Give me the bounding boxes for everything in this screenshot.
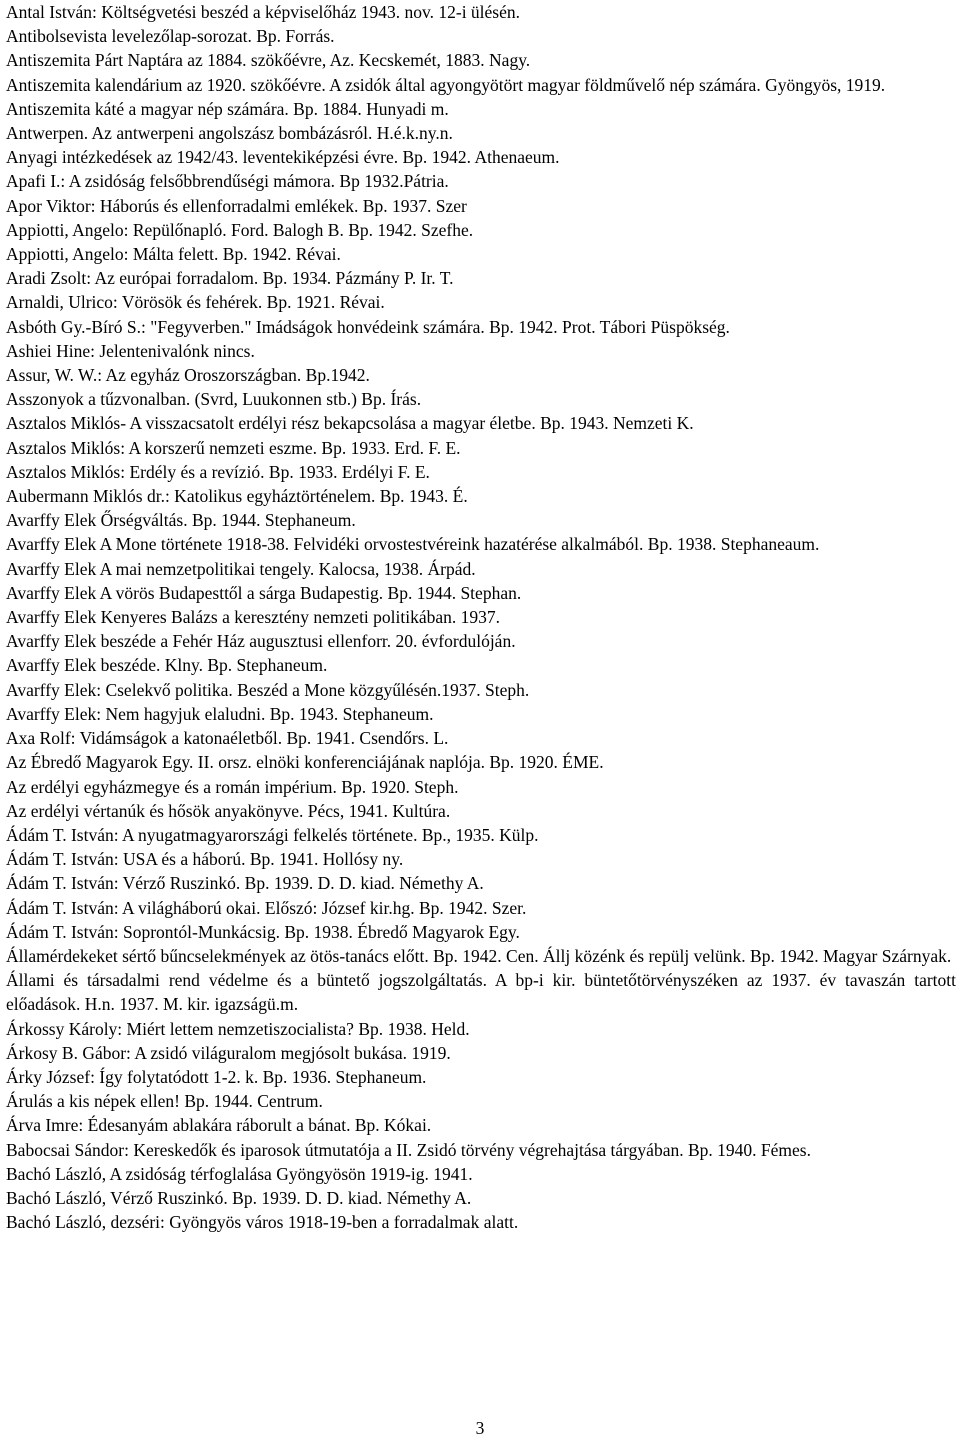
bibliography-entry: Apafi I.: A zsidóság felsőbbrendűségi mámora. Bp 1932.Pátria.	[6, 171, 449, 192]
bibliography-entry: Az Ébredő Magyarok Egy. II. orsz. elnöki konferenciájának naplója. Bp. 1920. ÉME.	[6, 752, 604, 773]
bibliography-entry: Axa Rolf: Vidámságok a katonaéletből. Bp. 1941. Csendőrs. L.	[6, 728, 449, 749]
bibliography-entry: Asztalos Miklós: Erdély és a revízió. Bp. 1933. Erdélyi F. E.	[6, 461, 430, 482]
bibliography-entry: Arnaldi, Ulrico: Vörösök és fehérek. Bp. 1921. Révai.	[6, 292, 385, 313]
bibliography-entry: Asszonyok a tűzvonalban. (Svrd, Luukonnen stb.) Bp. Írás.	[6, 389, 422, 410]
bibliography-entry: Avarffy Elek A Mone története 1918-38. Felvidéki orvostestvéreink hazatérése alkalmából. Bp. 1938. Stephaneaum.	[6, 534, 820, 555]
bibliography-entry: Asbóth Gy.-Bíró S.: "Fegyverben." Imádságok honvédeink számára. Bp. 1942. Prot. Tábori Püspökség.	[6, 316, 730, 337]
bibliography-entry: Államérdekeket sértő bűncselekmények az ötös-tanács előtt. Bp. 1942. Cen. Állj közénk és repülj velünk. Bp. 1942. Magyar Szárnyak.	[6, 945, 952, 966]
bibliography-entry: Bachó László, Vérző Ruszinkó. Bp. 1939. D. D. kiad. Némethy A.	[6, 1187, 472, 1208]
bibliography-entry: Avarffy Elek A mai nemzetpolitikai tengely. Kalocsa, 1938. Árpád.	[6, 558, 476, 579]
bibliography-entry: Árkosy B. Gábor: A zsidó világuralom megjósolt bukása. 1919.	[6, 1042, 451, 1063]
bibliography-entry: Bachó László, A zsidóság térfoglalása Gyöngyösön 1919-ig. 1941.	[6, 1163, 473, 1184]
bibliography-entry: Avarffy Elek beszéde. Klny. Bp. Stephaneum.	[6, 655, 328, 676]
bibliography-entry: Avarffy Elek Kenyeres Balázs a keresztény nemzeti politikában. 1937.	[6, 607, 501, 628]
bibliography-entry: Avarffy Elek: Cselekvő politika. Beszéd a Mone közgyűlésén.1937. Steph.	[6, 679, 530, 700]
bibliography-entry: Anyagi intézkedések az 1942/43. leventekiképzési évre. Bp. 1942. Athenaeum.	[6, 147, 560, 168]
bibliography-entry: Apor Viktor: Háborús és ellenforradalmi emlékek. Bp. 1937. Szer	[6, 195, 467, 216]
bibliography-entry: Árky József: Így folytatódott 1-2. k. Bp. 1936. Stephaneum.	[6, 1066, 427, 1087]
bibliography-entry: Antwerpen. Az antwerpeni angolszász bombázásról. H.é.k.ny.n.	[6, 123, 453, 144]
bibliography-entry: Ádám T. István: A világháború okai. Előszó: József kir.hg. Bp. 1942. Szer.	[6, 897, 527, 918]
bibliography-entry: Avarffy Elek: Nem hagyjuk elaludni. Bp. 1943. Stephaneum.	[6, 703, 434, 724]
bibliography-entry: Assur, W. W.: Az egyház Oroszországban. Bp.1942.	[6, 365, 370, 386]
bibliography-entry: Antiszemita kalendárium az 1920. szökőévre. A zsidók által agyongyötört magyar földművelő nép számára. Gyöngyös, 1919.	[6, 74, 886, 95]
bibliography-entry: Babocsai Sándor: Kereskedők és iparosok útmutatója a II. Zsidó törvény végrehajtása tárgyában. Bp. 1940. Fémes.	[6, 1139, 811, 1160]
bibliography-entry: Antal István: Költségvetési beszéd a képviselőház 1943. nov. 12-i ülésén.	[6, 2, 521, 22]
bibliography-entry: Asztalos Miklós- A visszacsatolt erdélyi rész bekapcsolása a magyar életbe. Bp. 1943. Nemzeti K.	[6, 413, 694, 434]
bibliography-entry: Állami és társadalmi rend védelme és a büntető jogszolgáltatás. A bp-i kir. büntetőtörvényszéken az 1937. év tavaszán tartott előadások. H.n. 1937. M. kir. igazságü.m.	[6, 970, 956, 1015]
bibliography-entry: Árkossy Károly: Miért lettem nemzetiszocialista? Bp. 1938. Held.	[6, 1018, 470, 1039]
bibliography-entry: Bachó László, dezséri: Gyöngyös város 1918-19-ben a forradalmak alatt.	[6, 1212, 519, 1233]
bibliography-entry: Aubermann Miklós dr.: Katolikus egyháztörténelem. Bp. 1943. É.	[6, 486, 468, 507]
bibliography-entry: Asztalos Miklós: A korszerű nemzeti eszme. Bp. 1933. Erd. F. E.	[6, 437, 461, 458]
bibliography-entry: Antiszemita Párt Naptára az 1884. szökőévre, Az. Kecskemét, 1883. Nagy.	[6, 50, 531, 71]
page-number: 3	[475, 1418, 485, 1438]
bibliography-entry: Appiotti, Angelo: Málta felett. Bp. 1942. Révai.	[6, 244, 341, 265]
bibliography-entry: Avarffy Elek Őrségváltás. Bp. 1944. Stephaneum.	[6, 510, 356, 531]
bibliography-entry: Appiotti, Angelo: Repülőnapló. Ford. Balogh B. Bp. 1942. Szefhe.	[6, 219, 474, 240]
bibliography-entry: Avarffy Elek A vörös Budapesttől a sárga Budapestig. Bp. 1944. Stephan.	[6, 582, 522, 603]
bibliography-entry: Árulás a kis népek ellen! Bp. 1944. Centrum.	[6, 1091, 323, 1112]
bibliography-entry: Antiszemita káté a magyar nép számára. Bp. 1884. Hunyadi m.	[6, 98, 449, 119]
bibliography-entry: Az erdélyi egyházmegye és a román impérium. Bp. 1920. Steph.	[6, 776, 459, 797]
bibliography-entry: Ádám T. István: A nyugatmagyarországi felkelés története. Bp., 1935. Külp.	[6, 824, 539, 845]
bibliography-entry: Aradi Zsolt: Az európai forradalom. Bp. 1934. Pázmány P. Ir. T.	[6, 268, 454, 289]
bibliography-entry: Ashiei Hine: Jelentenivalónk nincs.	[6, 340, 255, 361]
bibliography-entry: Ádám T. István: Vérző Ruszinkó. Bp. 1939. D. D. kiad. Némethy A.	[6, 873, 484, 894]
bibliography-entry: Ádám T. István: Soprontól-Munkácsig. Bp. 1938. Ébredő Magyarok Egy.	[6, 921, 520, 942]
bibliography-list	[6, 0, 956, 1234]
bibliography-entry: Árva Imre: Édesanyám ablakára ráborult a bánat. Bp. Kókai.	[6, 1115, 432, 1136]
bibliography-entry: Az erdélyi vértanúk és hősök anyakönyve. Pécs, 1941. Kultúra.	[6, 800, 451, 821]
bibliography-entry: Ádám T. István: USA és a háború. Bp. 1941. Hollósy ny.	[6, 849, 404, 870]
bibliography-entry: Avarffy Elek beszéde a Fehér Ház augusztusi ellenforr. 20. évfordulóján.	[6, 631, 516, 652]
bibliography-entry: Antibolsevista levelezőlap-sorozat. Bp. Forrás.	[6, 26, 335, 47]
